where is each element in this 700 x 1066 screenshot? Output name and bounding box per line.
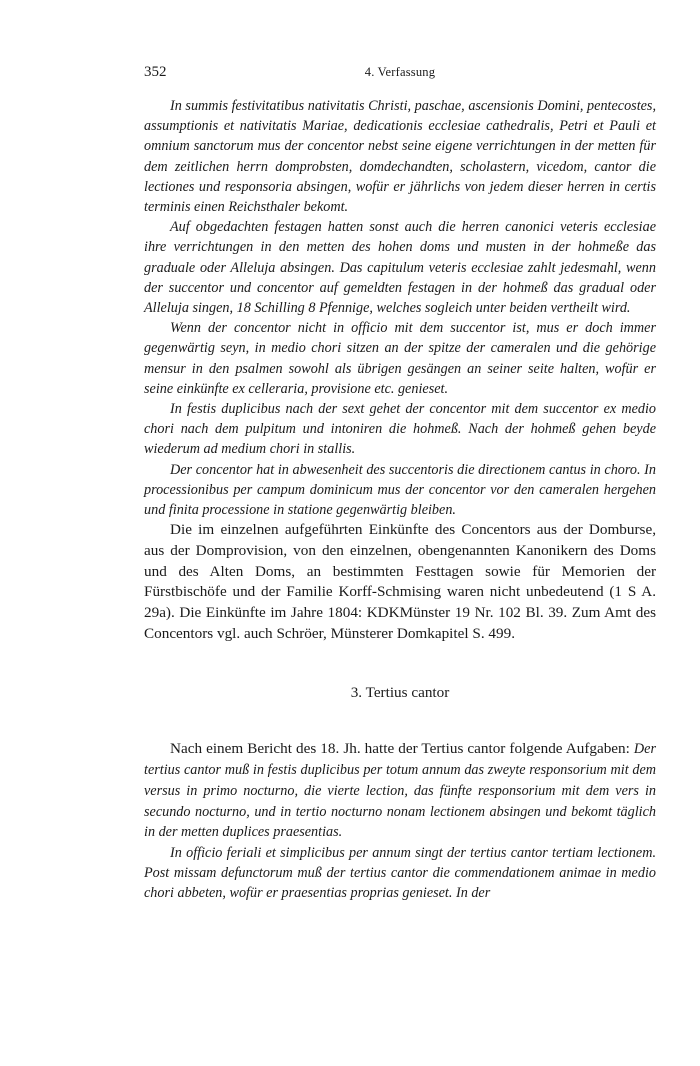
paragraph-3: Wenn der concentor nicht in officio mit dem succentor ist, mus er doch immer gegenwärtig seyn, in medio chori sitzen an der spitze der cameralen und die gehörige mensur in den psalmen sowohl als übrigen gesängen an seiner seite halten, wofür er seine einkünfte ex celleraria, provisione etc. genieset. <box>144 320 656 397</box>
paragraph-7-quote: Der tertius cantor muß in festis duplicibus per totum annum das zweyte responsorium mit dem versus in primo nocturno, die vierte lection, das fünfte responsorium mit dem vers in secundo nocturno, und in tertio nocturno nonam lectionem absingen und bekomt täglich in der metten duplices praesentias. <box>144 741 656 841</box>
paragraph-6: Die im einzelnen aufgeführten Einkünfte des Concentors aus der Domburse, aus der Domprovision, von den einzelnen, obengenannten Kanonikern des Doms und des Alten Doms, an bestimmten Festtagen sowie für Memorien der Fürstbischöfe und der Familie Korff-Schmising waren nicht unbedeutend (1 S A. 29a). Die Einkünfte im Jahre 1804: KDKMünster 19 Nr. 102 Bl. 39. Zum Amt des Concentors vgl. auch Schröer, Münsterer Domkapitel S. 499. <box>144 521 656 642</box>
paragraph-1: In summis festivitatibus nativitatis Christi, paschae, ascensionis Domini, pentecostes, assumptionis et nativitatis Mariae, dedicationis ecclesiae cathedralis, Petri et Pauli et omnium sanctorum mus der concentor nebst seine eigene verrichtungen in der metten für dem zeitlichen herrn domprobsten, domdechandten, scholastern, vicedom, cantor die lectiones und responsoria absingen, wofür er jährlichs von jedem dieser herren in certis terminis einen Reichsthaler bekomt. <box>144 98 656 216</box>
running-title: 4. Verfassung <box>364 65 436 79</box>
page-header <box>144 64 656 84</box>
paragraph-7-intro: Nach einem Bericht des 18. Jh. hatte der Tertius cantor folgende Aufgaben: <box>170 740 634 758</box>
paragraph-4: In festis duplicibus nach der sext gehet der concentor mit dem succentor ex medio chori nach dem pulpitum und intoniren die hohmeß. Nach der hohmeß gehen beyde wiederum ad medium chori in stallis. <box>144 401 656 458</box>
paragraph-2: Auf obgedachten festagen hatten sonst auch die herren canonici veteris ecclesiae ihre verrichtungen in den metten des hohen doms und musten in der hohmeße das graduale oder Alleluja absingen. Das capitulum veteris ecclesiae zahlt jedesmahl, wenn der succentor und concentor auf gemeldten festagen in der hohmeß das gradual oder Alleluja singen, 18 Schilling 8 Pfennige, welches sogleich unter beiden vertheilt wird. <box>144 219 656 317</box>
page-body <box>144 96 656 904</box>
section-heading: 3. Tertius cantor <box>350 684 450 702</box>
paragraph-5: Der concentor hat in abwesenheit des succentoris die directionem cantus in choro. In processionibus per campum dominicum mus der concentor vor den cameralen hergehen und finita processione in statione gegenwärtig bleiben. <box>144 461 656 519</box>
page-number: 352 <box>144 64 167 80</box>
paragraph-7 <box>144 739 656 843</box>
paragraph-8: In officio feriali et simplicibus per annum singt der tertius cantor tertiam lectionem. Post missam defunctorum muß der tertius cantor die commendationem animae in medio chori abbeten, wofür er praesentias proprias genieset. In der <box>144 845 656 902</box>
